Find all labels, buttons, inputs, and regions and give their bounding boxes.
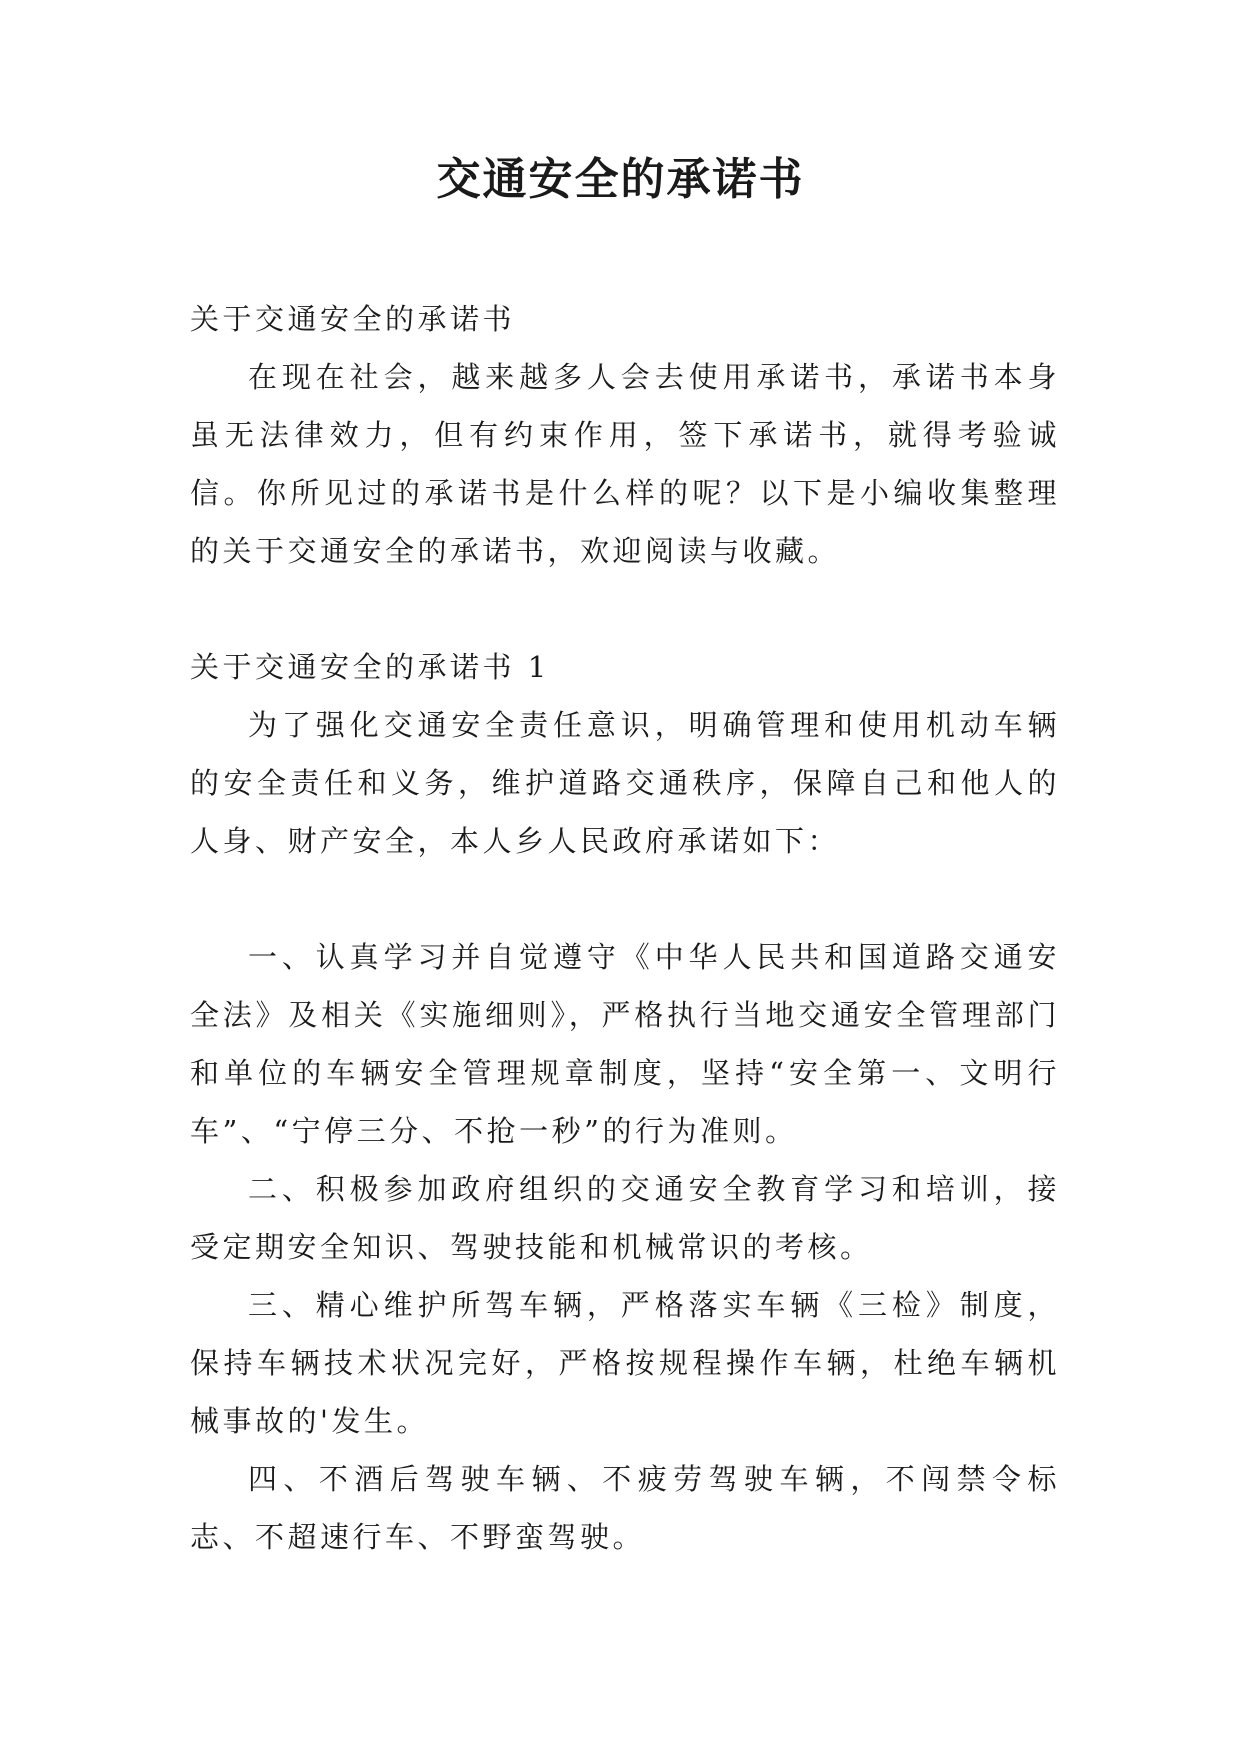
commitment-item-3: 三、精心维护所驾车辆，严格落实车辆《三检》制度，保持车辆技术状况完好，严格按规程操作车辆，杜绝车辆机械事故的'发生。 bbox=[190, 1288, 1060, 1438]
intro-paragraph: 在现在社会，越来越多人会去使用承诺书，承诺书本身虽无法律效力，但有约束作用，签下承诺书，就得考验诚信。你所见过的承诺书是什么样的呢？以下是小编收集整理的关于交通安全的承诺书，欢迎阅读与收藏。 bbox=[190, 360, 1060, 568]
document-title: 交通安全的承诺书 bbox=[436, 154, 805, 205]
document-body bbox=[190, 290, 1060, 1566]
intro-heading: 关于交通安全的承诺书 bbox=[190, 302, 516, 336]
commitment-item-4: 四、不酒后驾驶车辆、不疲劳驾驶车辆，不闯禁令标志、不超速行车、不野蛮驾驶。 bbox=[190, 1462, 1060, 1554]
section-heading: 关于交通安全的承诺书 1 bbox=[190, 650, 550, 684]
commitment-item-1: 一、认真学习并自觉遵守《中华人民共和国道路交通安全法》及相关《实施细则》，严格执行当地交通安全管理部门和单位的车辆安全管理规章制度，坚持“安全第一、文明行车”、“宁停三分、不抢一秒”的行为准则。 bbox=[190, 940, 1060, 1148]
section-paragraph: 为了强化交通安全责任意识，明确管理和使用机动车辆的安全责任和义务，维护道路交通秩序，保障自己和他人的人身、财产安全，本人乡人民政府承诺如下： bbox=[190, 708, 1060, 858]
commitment-item-2: 二、积极参加政府组织的交通安全教育学习和培训，接受定期安全知识、驾驶技能和机械常识的考核。 bbox=[190, 1172, 1060, 1264]
